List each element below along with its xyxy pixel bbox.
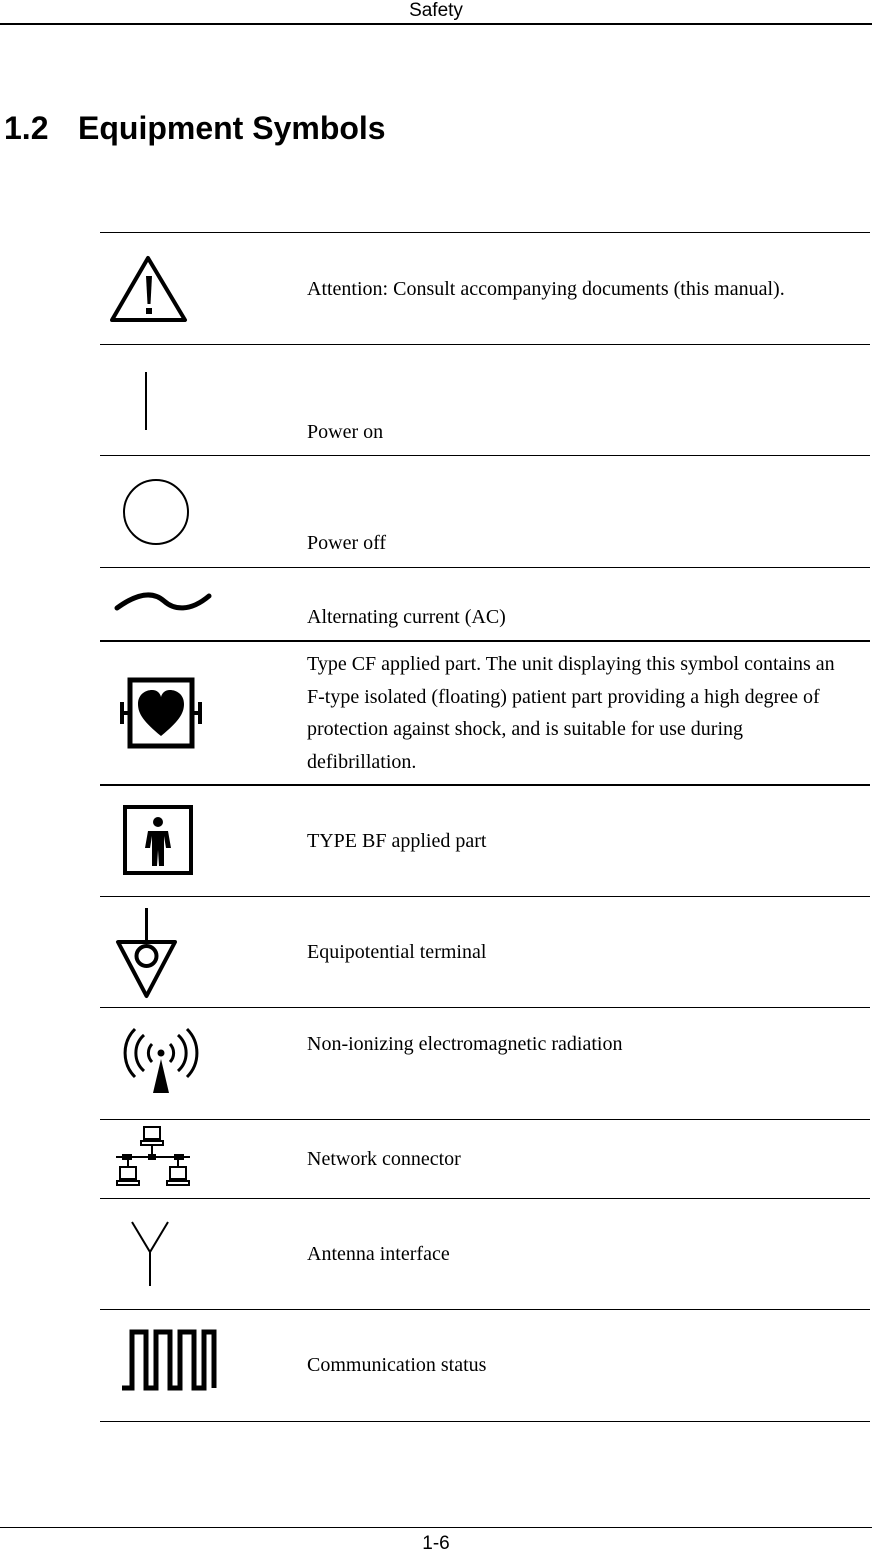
- section-title: Equipment Symbols: [78, 110, 386, 146]
- symbol-description: TYPE BF applied part: [307, 830, 487, 852]
- alternating-current-icon: [114, 588, 212, 618]
- communication-status-icon: [118, 1326, 218, 1396]
- section-heading: [4, 108, 386, 148]
- footer-rule: [0, 1527, 872, 1528]
- table-rule: [100, 344, 870, 345]
- symbol-description: Network connector: [307, 1148, 461, 1170]
- power-off-icon: [120, 476, 192, 548]
- table-rule: [100, 784, 870, 786]
- type-bf-applied-part-icon: [120, 802, 198, 884]
- symbol-description: Type CF applied part. The unit displaying this symbol contains an F-type isolated (floating) patient part providing a high degree of protection against shock, and is suitable for use during defibrillation.: [307, 653, 835, 773]
- symbol-description: Non-ionizing electromagnetic radiation: [307, 1033, 623, 1055]
- table-rule: [100, 1421, 870, 1422]
- table-rule: [100, 1198, 870, 1199]
- non-ionizing-radiation-icon: [120, 1027, 202, 1099]
- table-rule: [100, 1007, 870, 1008]
- table-rule: [100, 1309, 870, 1310]
- table-rule: [100, 640, 870, 642]
- header-rule: [0, 23, 872, 25]
- power-on-icon: [140, 370, 152, 434]
- symbol-description: Antenna interface: [307, 1243, 450, 1265]
- network-connector-icon: [114, 1123, 192, 1193]
- table-rule: [100, 567, 870, 568]
- section-number: 1.2: [4, 110, 49, 146]
- table-rule: [100, 1119, 870, 1120]
- symbol-description: Power off: [307, 532, 387, 554]
- table-rule: [100, 896, 870, 897]
- type-cf-applied-part-icon: [114, 676, 208, 752]
- running-header: Safety: [409, 0, 463, 21]
- warning-triangle-icon: [110, 254, 190, 324]
- table-rule: [100, 232, 870, 233]
- symbol-description: Alternating current (AC): [307, 606, 506, 628]
- equipotential-terminal-icon: [114, 906, 178, 1000]
- page-number: 1-6: [422, 1533, 450, 1554]
- symbol-description: Communication status: [307, 1354, 487, 1376]
- antenna-interface-icon: [128, 1220, 174, 1288]
- symbol-description: Attention: Consult accompanying documents (this manual).: [307, 278, 785, 300]
- symbol-description: Equipotential terminal: [307, 941, 487, 963]
- table-rule: [100, 455, 870, 456]
- symbol-description: Power on: [307, 421, 384, 443]
